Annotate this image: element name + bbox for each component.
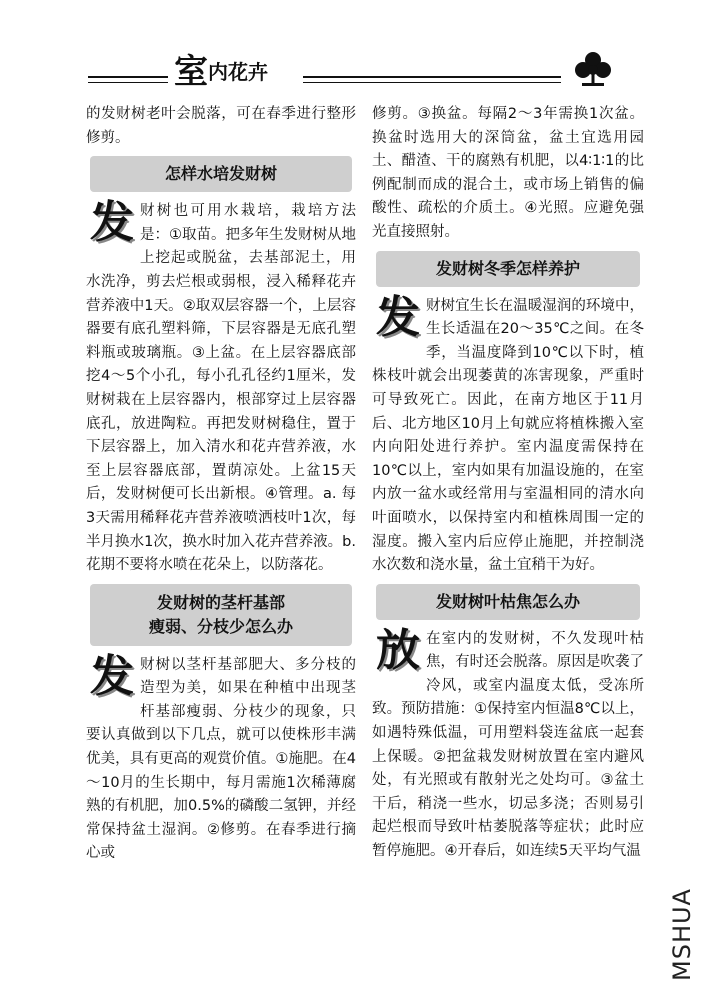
watermark: MSHUA xyxy=(668,888,696,982)
heading-winter-care: 发财树冬季怎样养护 xyxy=(376,251,640,287)
header-rule-left xyxy=(88,76,168,78)
title-char-4: 卉 xyxy=(248,60,268,84)
article-body: 财树以茎杆基部肥大、多分枝的造型为美，如果在种植中出现茎杆基部瘦弱、分枝少的现象，只要认真做到以下几点，就可以使株形丰满优美，具有更高的观赏价值。①施肥。在4～10月的生长期中，每月需施1次稀薄腐熟的有机肥，加0.5%的磷酸二氢钾，并经常保持盆土湿润。②修剪。在春季进行摘心或 xyxy=(86,656,356,862)
article-leaf-scorch xyxy=(372,624,644,864)
dropcap: 发 xyxy=(90,197,134,249)
article-weak-stem xyxy=(86,650,356,866)
article-body: 财树也可用水栽培，栽培方法是：①取苗。把多年生发财树从地上挖起或脱盆，去基部泥土，用水洗净，剪去烂根或弱根，浸入稀释花卉营养液中1天。②取双层容器一个，上层容器要有底孔塑料筛，下层容器是无底孔塑料瓶或玻璃瓶。③上盆。在上层容器底部挖4～5个小孔，每小孔孔径约1厘米，发财树栽在上层容器内，根部穿过上层容器底孔，放进陶粒。再把发财树稳住，置于下层容器上，加入清水和花卉营养液，水至上层容器底部，置荫凉处。上盆15天后，发财树便可长出新根。④管理。a. 每3天需用稀释花卉营养液喷洒枝叶1次，每半月换水1次，换水时加入花卉营养液。b. 花期不要将水喷在花朵上，以防落花。 xyxy=(86,203,356,574)
right-intro-text: 修剪。③换盆。每隔2～3年需换1次盆。换盆时选用大的深筒盆，盆土宜选用园土、醋渣、干的腐熟有机肥，以4∶1∶1的比例配制而成的混合土，或市场上销售的偏酸性、疏松的介质土。④光照。应避免强光直接照射。 xyxy=(372,106,644,240)
left-column xyxy=(86,103,356,866)
article-winter-care xyxy=(372,291,644,578)
title-char-1: 室 xyxy=(174,52,208,92)
dropcap: 放 xyxy=(376,624,420,676)
header-rule-right xyxy=(303,76,561,78)
article-body: 在室内的发财树，不久发现叶枯焦，有时还会脱落。原因是吹袭了冷风，或室内温度太低，受冻所致。预防措施：①保持室内恒温8℃以上，如遇特殊低温，可用塑料袋连盆底一起套上保暖。②把盆栽发财树放置在室内避风处，有光照或有散射光之处均可。③盆土干后，稍浇一些水，切忌多浇；否则易引起烂根而导致叶枯萎脱落等症状；此时应暂停施肥。④开春后，如连续5天平均气温 xyxy=(372,630,644,860)
club-flower-icon xyxy=(572,50,614,90)
page-header xyxy=(88,50,628,96)
heading-line-1: 发财树的茎杆基部 xyxy=(156,592,285,612)
section-title xyxy=(174,52,268,92)
heading-line-2: 瘦弱、分枝少怎么办 xyxy=(148,616,293,636)
dropcap: 发 xyxy=(376,291,420,343)
article-water-culture xyxy=(86,197,356,578)
heading-leaf-scorch: 发财树叶枯焦怎么办 xyxy=(376,584,640,620)
left-intro-text: 的发财树老叶会脱落，可在春季进行整形修剪。 xyxy=(86,106,356,146)
dropcap: 发 xyxy=(90,650,134,702)
right-column xyxy=(372,103,644,864)
title-char-2: 内 xyxy=(208,60,228,84)
heading-water-culture: 怎样水培发财树 xyxy=(90,156,352,192)
heading-weak-stem xyxy=(90,584,352,646)
article-body: 财树宜生长在温暖湿润的环境中，生长适温在20～35℃之间。在冬季，当温度降到10℃以下时，植株枝叶就会出现萎黄的冻害现象，严重时可导致死亡。因此，在南方地区于11月后、北方地区10月上旬就应将植株搬入室内向阳处进行养护。室内温度需保持在10℃以上，室内如果有加温设施的，在室内放一盆水或经常用与室温相同的清水向叶面喷水，以保持室内和植株周围一定的湿度。搬入室内后应停止施肥，并控制浇水次数和浇水量，盆土宜稍干为好。 xyxy=(372,297,644,574)
title-char-3: 花 xyxy=(228,60,248,84)
